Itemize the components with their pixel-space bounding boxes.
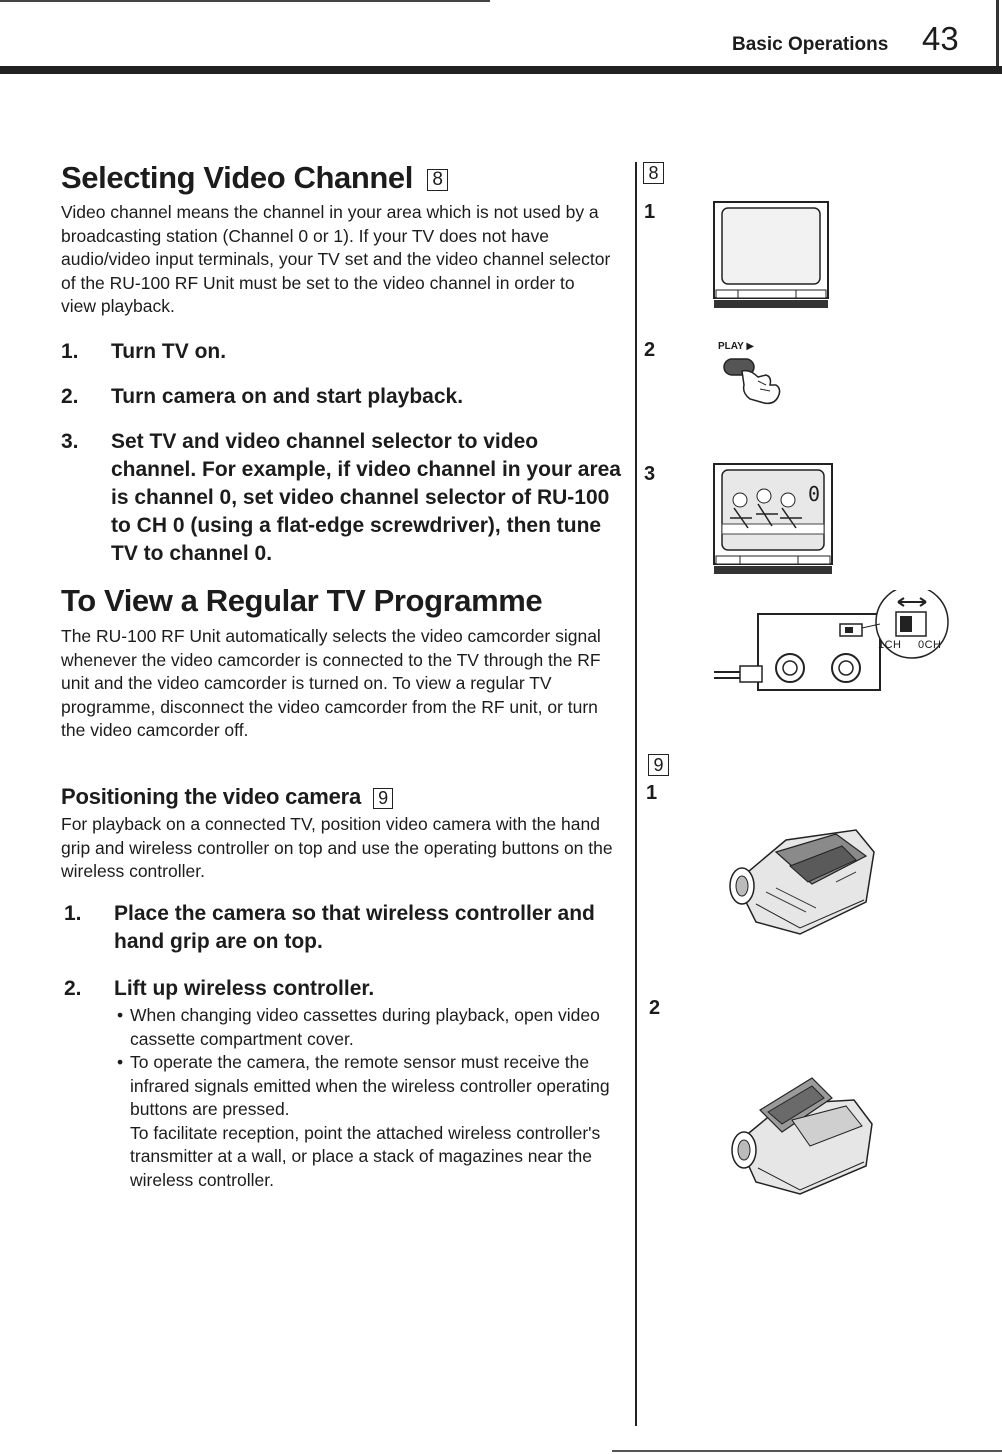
camcorder-top-illustration xyxy=(716,812,880,946)
rf-unit-selector-illustration xyxy=(710,590,952,694)
step-number: 3. xyxy=(61,430,79,453)
header-section-label: Basic Operations xyxy=(732,34,889,55)
figure-8-box: 8 xyxy=(643,162,664,184)
step-number: 2. xyxy=(61,385,79,408)
figure-ref-box: 8 xyxy=(427,169,448,191)
page-top-edge xyxy=(0,0,490,2)
figure-9-step-1-label: 1 xyxy=(646,782,658,804)
tv-channel-0-illustration xyxy=(712,462,836,580)
tv-channel-number: 0 xyxy=(808,482,821,506)
step-text: Set TV and video channel selector to video channel. For example, if video channel in your area is channel 0, set video channel selector of RU-100 to CH 0 (using a flat-edge screwdriver), then tune TV to channel 0. xyxy=(111,430,621,565)
bullet-text: To operate the camera, the remote sensor must receive the infrared signals emitted when the wireless controller operating buttons are pressed. xyxy=(130,1052,610,1119)
bullet-dot: • xyxy=(117,1005,124,1025)
bullet-text: When changing video cassettes during playback, open video cassette compartment cover. xyxy=(130,1005,600,1049)
figure-ref-box: 9 xyxy=(373,788,393,809)
step-number: 2. xyxy=(64,977,82,1000)
bullet-dot: • xyxy=(117,1052,124,1072)
tv-set-illustration xyxy=(712,200,832,312)
section-selecting-video-channel xyxy=(61,160,613,196)
figure-9-box: 9 xyxy=(648,754,669,776)
section1-intro-block xyxy=(61,201,613,319)
step-number: 1. xyxy=(61,340,79,363)
ch-label-1: 1CH xyxy=(878,639,902,651)
step-3 xyxy=(61,428,621,568)
step-2-bullets xyxy=(117,1004,617,1192)
section-title xyxy=(61,160,613,196)
bullet-item xyxy=(117,1004,617,1051)
page-number: 43 xyxy=(922,20,959,57)
step-text: Turn camera on and start playback. xyxy=(111,385,464,408)
step-text: Lift up wireless controller. xyxy=(114,977,375,1000)
step-1 xyxy=(64,900,624,956)
bullet-note xyxy=(117,1122,617,1193)
subsection-title xyxy=(61,784,613,810)
section2-intro: The RU-100 RF Unit automatically selects the video camcorder signal whenever the video camcorder is connected to the TV through the RF unit and the video camcorder is turned on. To view a regular TV programme, disconnect the video camcorder from the RF unit, or turn the video camcorder off. xyxy=(61,626,601,740)
bullet-item xyxy=(117,1051,617,1122)
play-button-hand-illustration xyxy=(720,355,790,410)
note-text: To facilitate reception, point the attached wireless controller's transmitter at a wall, or place a stack of magazines near the wireless controller. xyxy=(130,1122,601,1190)
column-divider xyxy=(635,162,637,1426)
step-1 xyxy=(61,338,621,366)
section-title: To View a Regular TV Programme xyxy=(61,583,543,618)
section1-intro: Video channel means the channel in your area which is not used by a broadcasting station (Channel 0 or 1). If your TV does not have audio/video input terminals, your TV set and the video channel selector of the RU-100 RF Unit must be set to the video channel in order to view playback. xyxy=(61,202,611,316)
figure-8-step-3-label: 3 xyxy=(644,463,656,485)
section-regular-tv-programme xyxy=(61,583,613,619)
figure-8-step-1-label: 1 xyxy=(644,201,656,223)
step-text: Turn TV on. xyxy=(111,340,227,363)
subsection-title-text: Positioning the video camera xyxy=(61,784,362,809)
step-number: 1. xyxy=(64,902,82,925)
page-right-edge xyxy=(996,0,999,70)
section-positioning-camera xyxy=(61,784,613,810)
camcorder-controller-raised-illustration xyxy=(720,1070,878,1202)
figure-8-step-2-label: 2 xyxy=(644,339,656,361)
section3-intro: For playback on a connected TV, position video camera with the hand grip and wireless controller on top and use the operating buttons on the wireless controller. xyxy=(61,814,613,881)
bottom-rule xyxy=(612,1450,1002,1452)
ch-label-0: 0CH xyxy=(918,639,942,651)
step-text: Place the camera so that wireless controller and hand grip are on top. xyxy=(114,902,595,953)
section-title-text: Selecting Video Channel xyxy=(61,160,413,195)
play-label: PLAY ▶ xyxy=(718,341,755,352)
step-2 xyxy=(61,383,621,411)
section2-intro-block xyxy=(61,625,613,743)
figure-9-step-2-label: 2 xyxy=(649,997,661,1019)
section3-intro-block xyxy=(61,813,613,884)
step-2 xyxy=(64,975,624,1003)
header-rule xyxy=(0,66,1002,74)
